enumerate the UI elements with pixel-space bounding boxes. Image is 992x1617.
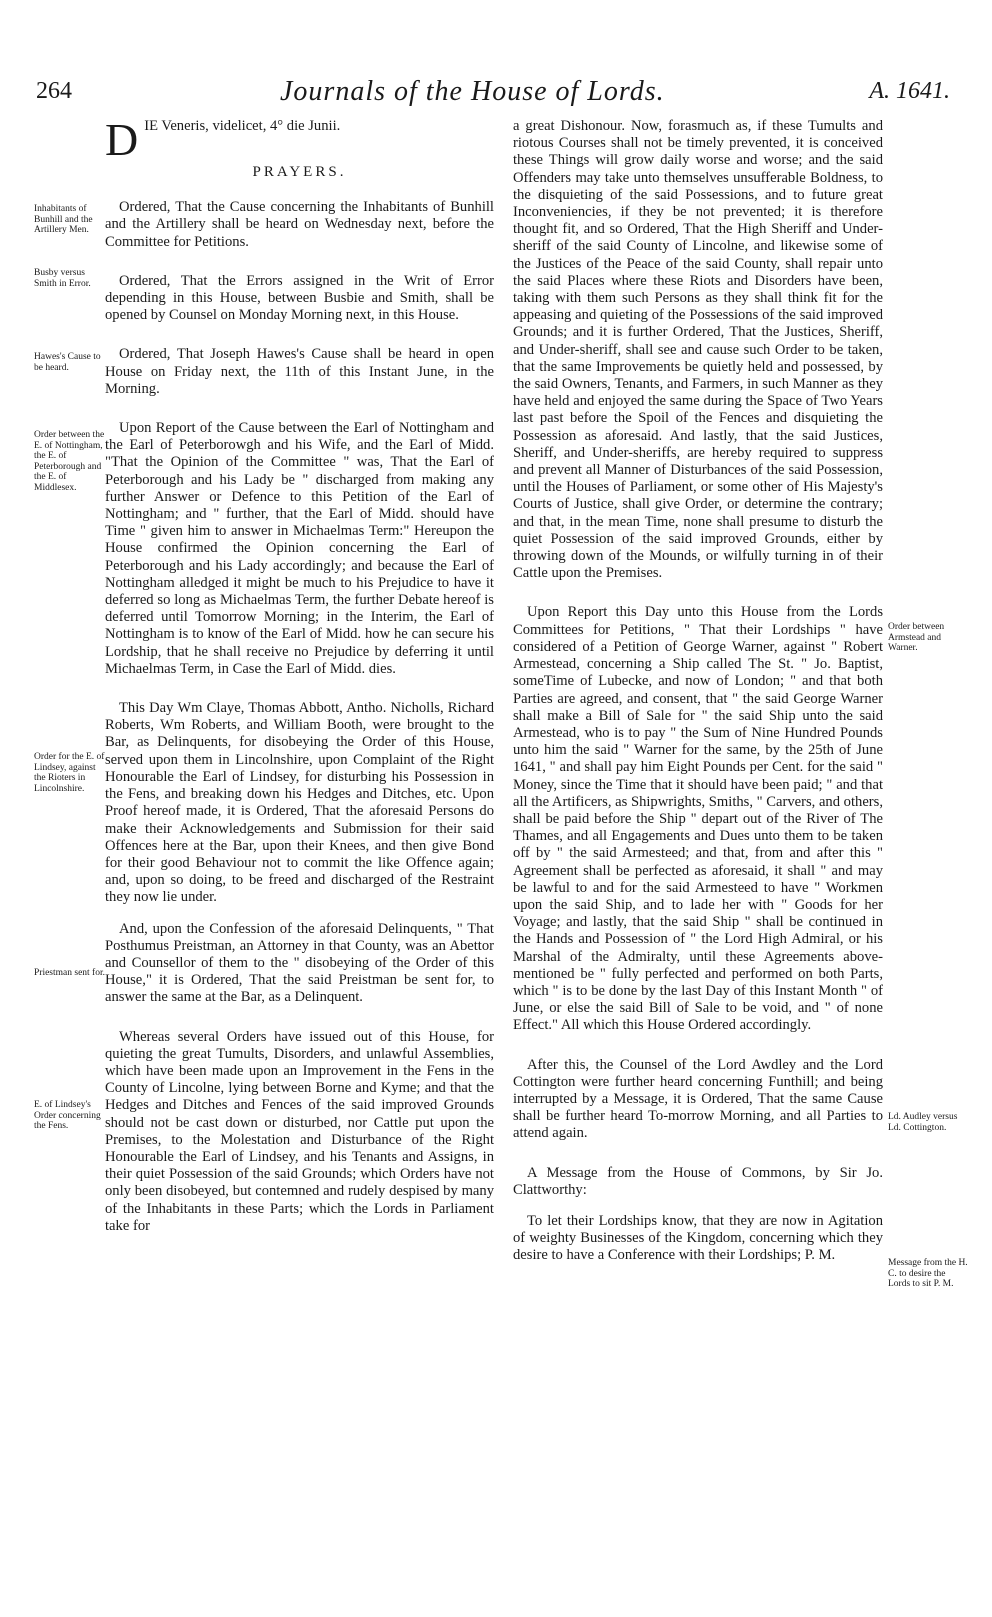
margin-note: Priestman sent for. [34,968,105,978]
drop-cap: D [105,114,139,165]
margin-note: Busby versus Smith in Error. [34,268,91,289]
year-label: A. 1641. [869,78,950,104]
paragraph: Upon Report this Day unto this House from the Lords Committees for Petitions, " That their Lordships " have considered of a Petition of George Warner, against " Robert Armestead, concerning a Ship called The St. " Jo. Baptist, someTime of Lubecke, and now of London; " and that both Parties are agreed, and consent, that " the said George Warner shall make a Bill of Sale for " the said Ship unto the said Armestead, who is to pay " the Sum of Nine Hundred Pounds unto him the said " Warner for the same, by the 25th of June 1641, " and shall pay him Eight Pounds per Cent. for the said " Money, since the Time that it should have been paid; " and that all the Artificers, as Shipwrights, Smiths, " Carvers, and others, shall be paid before the Ship " depart out of the River of The Thames, and all Engagements and Dues unto them to be taken off by " the said Armesteed; and that, from and after this " Agreement shall be perfected as aforesaid, it shall " and may be lawful to and for the said Armesteed to have " Workmen upon the said Ship, and to lade her with " Goods for her Voyage; and lastly, that the said Ship " shall be continued in the Hands and Possession of " the Lord High Admiral, or his Marshal of the Admiralty, until these Agreements above-mentioned be " fully perfected and performed on both Parts, which " is to be done by the last Day of this Instant Month " of June, or else the said Bill of Sale to be void, and " of none Effect." All which this House Ordered accordingly. [513,604,883,1034]
paragraph: Ordered, That the Cause concerning the Inhabitants of Bunhill and the Artillery shall be heard on Wednesday next, before the Committee for Petitions. [105,199,494,250]
prayers-heading: PRAYERS. [252,164,347,180]
margin-note: Order between Armstead and Warner. [888,622,945,653]
margin-note: Message from the H. C. to desire the Lords to sit P. M. [888,1258,968,1289]
paragraph: And, upon the Confession of the aforesaid Delinquents, " That Posthumus Preistman, an Attorney in that County, was an Abettor and Counsellor of them to the " disobeying of the Order of this House," it is Ordered, That the said Preistman be sent for, to answer the same at the Bar, as a Delinquent. [105,920,494,1006]
margin-note: Order for the E. of Lindsey, against the Rioters in Lincolnshire. [34,752,105,794]
margin-note: Order between the E. of Nottingham, the E. of Peterborough and the E. of Middlesex. [34,430,105,493]
right-column [513,118,883,1279]
paragraph: a great Dishonour. Now, forasmuch as, if these Tumults and riotous Courses shall not be timely prevented, it is conceived these Things will grow daily worse and worse; and the said Offenders may take unto themselves unsufferable Boldness, to the disquieting of the said Possessions, and to future great Inconveniencies, if they be not prevented; it is therefore thought fit, and so Ordered, That the High Sheriff and Under-sheriff of the said County of Lincolne, and likewise some of the Justices of the Peace of the said County, shall repair unto the said Places where these Riots and Disorders have been, taking with them such Persons as they shall think fit for the appeasing and quieting of the Possessions of the said improved Grounds; and it is further Ordered, That the Justices, Sheriff, and Under-sheriff, shall see and cause such Order to be taken, that the same Improvements be quietly held and possessed, by the said Owners, Tenants, and Farmers, in such Manner as they have held and enjoyed the same during the Space of Two Years last past before the Spoil of the Fences and disquieting the Possession as aforesaid. And lastly, that the said Justices, Sheriff, and Under-sheriffs, are hereby required to suppress and prevent all Manner of Disturbances of the said Possession, until the Houses of Parliament, or some other of His Majesty's Courts of Justice, shall give Order, or determine the contrary; and that, in the mean Time, none shall presume to disturb the quiet Possession of the said improved Grounds, either by throwing down of the Mounds, or wilfully turning in of their Cattle upon the Premises. [513,118,883,582]
left-column [105,114,494,1249]
page-number: 264 [36,78,72,104]
paragraph: This Day Wm Claye, Thomas Abbott, Antho. Nicholls, Richard Roberts, Wm Roberts, and William Booth, were brought to the Bar, as Delinquents, for disobeying the Order of this House, served upon them in Lincolnshire, upon Complaint of the Right Honourable the Earl of Lindsey, for disturbing his Possession in the Fens, and breaking down his Hedges and Ditches, etc. Upon Proof hereof made, it is Ordered, That the aforesaid Persons do make their Acknowledgements and Submission for their said Offences here at the Bar, upon their Knees, and then give Bond for their good Behaviour not to commit the like Offence again; and, upon so doing, to be freed and discharged of the Restraint they now lie under. [105,700,494,906]
margin-note: Inhabitants of Bunhill and the Artillery Men. [34,204,93,235]
paragraph: After this, the Counsel of the Lord Awdley and the Lord Cottington were further heard concerning Funthill; and being interrupted by a Message, it is Ordered, That the same Cause shall be further heard To-morrow Morning, and all Parties to attend again. [513,1056,883,1142]
paragraph: A Message from the House of Commons, by Sir Jo. Clattworthy: [513,1164,883,1198]
paragraph: Whereas several Orders have issued out of this House, for quieting the great Tumults, Disorders, and unlawful Assemblies, which have been made upon an Improvement in the Fens in the County of Lincolne, lying between Borne and Kyme; and that the Hedges and Ditches and Fences of the said improved Grounds should not be cast down or disturbed, nor Cattle put upon the Premises, to the Molestation and Disturbance of the Right Honourable the Earl of Lindsey, and his Tenants and Assigns, in their quiet Possession of the said Grounds; which Orders have not only been disobeyed, but contemned and rudely despised by many of the Inhabitants in these Parts; which the Lords in Parliament take for [105,1028,494,1234]
date-line: D IE Veneris, videlicet, 4° die Junii. [105,114,341,165]
paragraph: Ordered, That Joseph Hawes's Cause shall be heard in open House on Friday next, the 11th of this Instant June, in the Morning. [105,346,494,397]
running-head: Journals of the House of Lords. [280,76,665,107]
margin-note: Hawes's Cause to be heard. [34,352,101,373]
paragraph: Ordered, That the Errors assigned in the Writ of Error depending in this House, between Busbie and Smith, shall be opened by Counsel on Monday Morning next, in this House. [105,272,494,324]
paragraph: To let their Lordships know, that they are now in Agitation of weighty Businesses of the Kingdom, concerning which they desire to have a Conference with their Lordships; P. M. [513,1212,883,1264]
margin-note: Ld. Audley versus Ld. Cottington. [888,1112,958,1133]
paragraph: Upon Report of the Cause between the Earl of Nottingham and the Earl of Peterborowgh and his Wife, and the Earl of Midd. "That the Opinion of the Committee " was, That the Earl of Peterborough and his Lady be " discharged from making any further Answer or Defence to this Petition of the Earl of Nottingham; and " further, that the Earl of Midd. should have Time " given him to answer in Michaelmas Term:" Hereupon the House confirmed the Opinion concerning the Earl of Peterborough and his Lady accordingly; and because the Earl of Nottingham alledged it might be much to his Prejudice to have it deferred so long as Michaelmas Term, the further Debate hereof is deferred until Tomorrow Morning; in the Interim, the Earl of Nottingham is to know of the Earl of Midd. how he can secure his Lordship, that he shall receive no Prejudice by deferring it until Michaelmas Term, in Case the Earl of Midd. dies. [105,420,494,677]
margin-note: E. of Lindsey's Order concerning the Fens. [34,1100,101,1131]
page-header [0,0,992,110]
